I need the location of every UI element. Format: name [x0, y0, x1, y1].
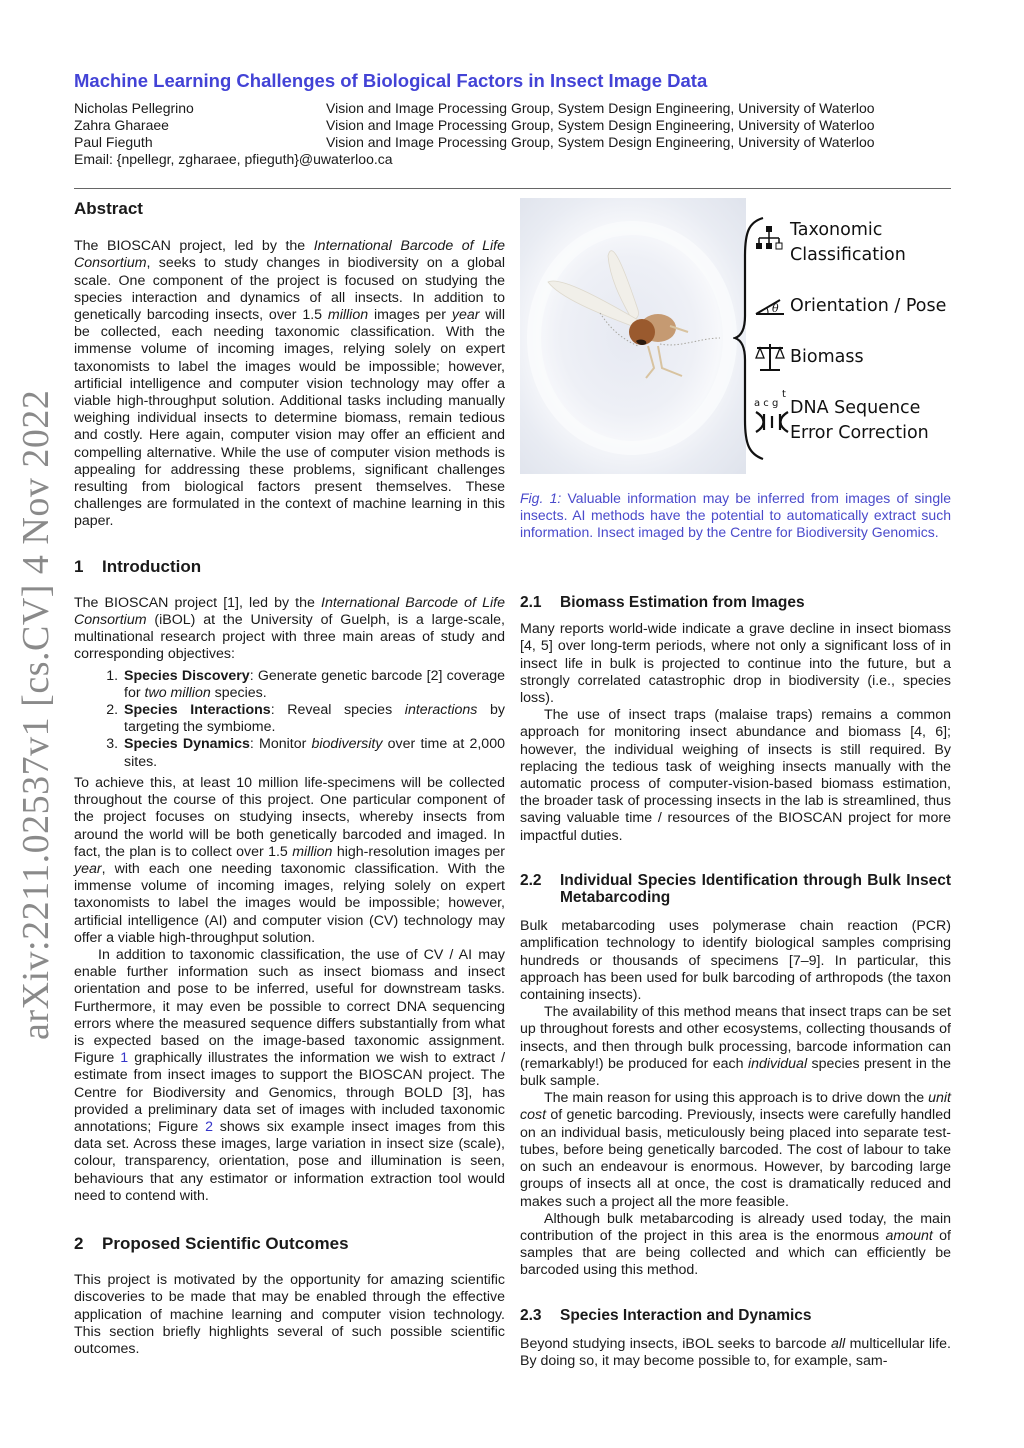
paper-title: Machine Learning Challenges of Biological Factors in Insect Image Data	[74, 70, 708, 91]
insect-icon	[520, 198, 746, 474]
abstract-heading: Abstract	[74, 199, 143, 218]
author-row	[74, 100, 875, 117]
svg-text:t: t	[782, 389, 786, 400]
sec22-paragraph: Although bulk metabarcoding is already used today, the main contribution of the project in this area is the enormous amount of samples that are being collected and which can efficiently be barcoded using this method.	[520, 1210, 951, 1279]
sec22-paragraph: The availability of this method means that insect traps can be set up throughout forests and other ecosystems, collecting thousands of insects, and then through bulk processing, barcode information can (remarkably!) be produced for each individual species present in the bulk sample.	[520, 1004, 951, 1090]
right-column	[520, 594, 951, 1370]
svg-text:a c g: a c g	[754, 398, 779, 409]
section-heading-2-1: 2.1 Biomass Estimation from Images	[520, 594, 805, 611]
author-row	[74, 117, 875, 134]
section-heading-2-3: 2.3 Species Interaction and Dynamics	[520, 1306, 812, 1324]
objective-item: 3. Species Dynamics: Monitor biodiversity over time at 2,000 sites.	[122, 736, 505, 770]
arxiv-stamp: arXiv:2211.02537v1 [cs.CV] 4 Nov 2022	[15, 389, 57, 1040]
figure-label-biomass: Biomass	[790, 347, 864, 367]
dna-icon	[754, 388, 790, 434]
author-affiliation: Vision and Image Processing Group, System Design Engineering, University of Waterloo	[326, 117, 875, 133]
sec21-paragraph: Many reports world-wide indicate a grave decline in insect biomass [4, 5] over long-term periods, where not only a significant loss of in insect life in bulk is projected to continue into the future, but a strongly correlated catastrophic drop in biodiversity (i.e., species loss).	[520, 621, 951, 707]
objective-item: 2. Species Interactions: Reveal species interactions by targeting the symbiome.	[122, 702, 505, 736]
hierarchy-icon	[754, 224, 784, 254]
figure-2-link[interactable]: 2	[205, 1118, 213, 1135]
section-heading-2-2: 2.2 Individual Species Identification through Bulk Insect Metabarcoding	[520, 871, 951, 907]
author-affiliation: Vision and Image Processing Group, System Design Engineering, University of Waterloo	[326, 134, 875, 150]
objectives-list	[74, 668, 505, 771]
section-heading-introduction: 1 Introduction	[74, 556, 202, 576]
author-name: Paul Fieguth	[74, 134, 153, 150]
sec21-paragraph: The use of insect traps (malaise traps) remains a common approach for monitoring insect abundance and biomass [4, 6]; however, the individual weighing of insects is still required. By replacing the tedious task of weighing insects manually with the automatic process of computer-vision-based biomass estimation, the broader task of processing insects in the lab is streamlined, thus saving valuable time / resources of the BIOSCAN project for more impactful duties.	[520, 707, 951, 844]
figure-1-image	[520, 198, 951, 474]
sec22-paragraph: The main reason for using this approach is to drive down the unit cost of genetic barcoding. Previously, insects were carefully handled on an individual basis, meticulously being placed into separate test-tubes, before being genetically barcoded. The cost of labour to take on such an endeavour is enormous. However, by barcoding large groups of insects all at once, the cost is dramatically reduced and makes such a project all the more feasible.	[520, 1090, 951, 1210]
angle-theta-icon	[754, 296, 786, 318]
sec23-paragraph: Beyond studying insects, iBOL seeks to barcode all multicellular life. By doing so, it may become possible to, for example, sam-	[520, 1335, 951, 1369]
section-heading-outcomes: 2 Proposed Scientific Outcomes	[74, 1233, 349, 1253]
author-affiliation: Vision and Image Processing Group, System Design Engineering, University of Waterloo	[326, 100, 875, 116]
author-name: Zahra Gharaee	[74, 117, 169, 133]
figure-1-link[interactable]: 1	[120, 1050, 129, 1067]
left-column	[74, 198, 505, 1358]
author-name: Nicholas Pellegrino	[74, 100, 194, 116]
header-divider	[74, 188, 951, 189]
intro-paragraph: In addition to taxonomic classification, the use of CV / AI may enable further information such as insect biomass and insect orientation and pose to be inferred, useful for downstream tasks. Furthermore, it may even be possible to correct DNA sequencing errors where the measured sequence differs substantially from what is expected based on the image-based taxonomic assignment. Figure 1 graphically illustrates the information we wish to extract / estimate from insect images to support the BIOSCAN project. The Centre for Biodiversity and Genomics, through BOLD [3], has provided a preliminary data set of images with included taxonomic annotations; Figure 2 shows six example insect images from this data set. Across these images, large variation in insect size (scale), colour, transparency, orientation, pose and illumination is seen, behaviours that any estimator or information extraction tool would need to contend with.	[74, 946, 506, 1204]
sec22-paragraph: Bulk metabarcoding uses polymerase chain reaction (PCR) amplification technology to identify biological samples comprising hundreds or thousands of specimens [7–9]. In particular, this approach has been used for bulk barcoding of arthropods (the taxon containing insects).	[520, 918, 951, 1004]
author-block	[74, 100, 875, 168]
balance-scale-icon	[754, 342, 786, 374]
figure-label-dna: DNA Sequence Error Correction	[790, 398, 929, 443]
objective-item: 1. Species Discovery: Generate genetic barcode [2] coverage for two million species.	[122, 668, 505, 702]
figure-label-orientation: Orientation / Pose	[790, 296, 947, 316]
intro-paragraph: The BIOSCAN project [1], led by the International Barcode of Life Consortium (iBOL) at the University of Guelph, is a large-scale, multinational research project with three main areas of study and corresponding objectives:	[74, 594, 505, 663]
author-row	[74, 134, 875, 151]
intro-paragraph: To achieve this, at least 10 million life-specimens will be collected throughout the course of this project. One particular component of the project focuses on studying insects, whereby insects from around the world will be both genetically barcoded and imaged. In fact, the plan is to collect over 1.5 million high-resolution images per year, with each one needing taxonomic classification. With the immense volume of incoming images, relying solely on expert taxonomists to label the images would be impossible; however, artificial intelligence (AI) and computer vision (CV) technology may offer a viable high-throughput solution.	[74, 774, 505, 946]
outcomes-paragraph: This project is motivated by the opportunity for amazing scientific discoveries to be made that may be enabled through the effective application of machine learning and computer vision technology. This section briefly highlights several of such possible scientific outcomes.	[74, 1272, 505, 1357]
figure-1-caption: Fig. 1: Valuable information may be inferred from images of single insects. AI methods have the potential to automatically extract such information. Insect imaged by the Centre for Biodiversity Genomics.	[520, 490, 952, 540]
figure-label-taxonomic: Taxonomic Classification	[790, 220, 906, 265]
author-email: Email: {npellegr, zgharaee, pfieguth}@uwaterloo.ca	[74, 151, 393, 167]
figure-1	[520, 198, 951, 541]
insect-photo	[520, 198, 746, 474]
abstract-text: The BIOSCAN project, led by the International Barcode of Life Consortium, seeks to study changes in biodiversity on a global scale. One component of the project is focused on studying the species interaction and dynamics of all insects. In addition to genetically barcoding insects, over 1.5 million images per year will be collected, each needing taxonomic classification. With the immense volume of incoming images, relying solely on expert taxonomists to label the images would be impossible; however, artificial intelligence and computer vision technology may offer a viable high-throughput solution. Additional tasks including manually weighing individual insects to determine biomass, remain tedious and costly. Here again, computer vision may offer an efficient and compelling alternative. While the use of computer vision methods is appealing for addressing these problems, significant challenges resulting from biological factors present themselves. These challenges are formulated in the context of machine learning in this paper.	[74, 238, 505, 530]
svg-text:θ: θ	[772, 302, 779, 315]
